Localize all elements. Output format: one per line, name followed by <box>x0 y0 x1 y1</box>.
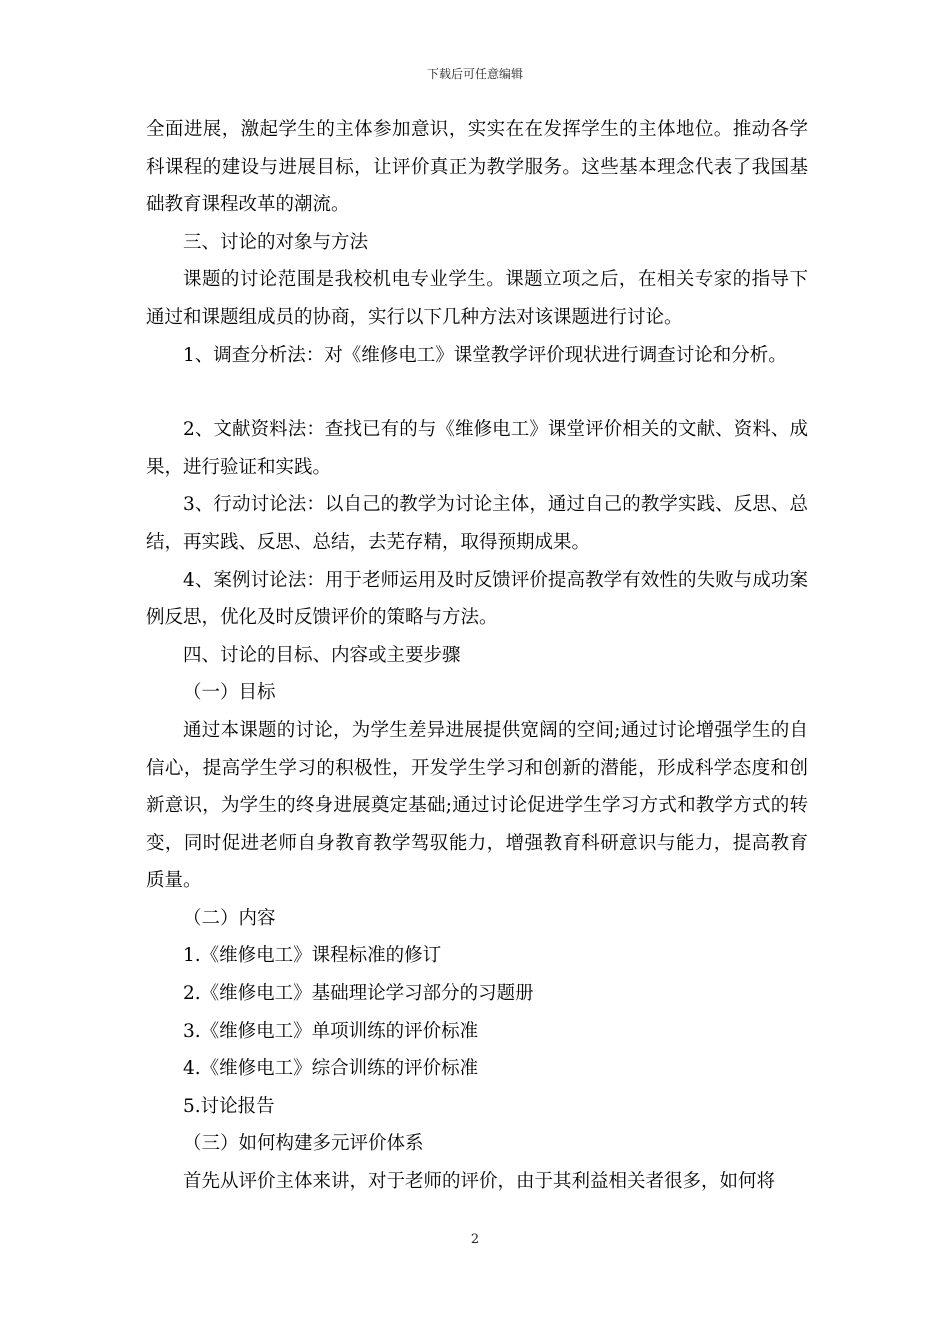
section-heading-3: 三、讨论的对象与方法 <box>183 231 369 253</box>
content-item-4: 4.《维修电工》综合训练的评价标准 <box>183 1058 479 1080</box>
method-item-2: 2、文献资料法：查找已有的与《维修电工》课堂评价相关的文献、资料、成果，进行验证和实践。 <box>146 419 808 478</box>
section-heading-4: 四、讨论的目标、内容或主要步骤 <box>183 644 461 666</box>
method-item-1: 1、调查分析法：对《维修电工》课堂教学评价现状进行调查讨论和分析。 <box>183 344 787 366</box>
method-item-4: 4、案例讨论法：用于老师运用及时反馈评价提高教学有效性的失败与成功案例反思，优化及时反馈评价的策略与方法。 <box>146 569 808 629</box>
paragraph-evaluation: 首先从评价主体来讲，对于老师的评价，由于其利益相关者很多，如何将 <box>183 1171 776 1193</box>
content-item-1: 1.《维修电工》课程标准的修订 <box>183 945 442 967</box>
subheading-content: （二）内容 <box>183 907 276 929</box>
content-item-3: 3.《维修电工》单项训练的评价标准 <box>183 1020 479 1042</box>
paragraph-intro-continued: 全面进展，激起学生的主体参加意识，实实在在发挥学生的主体地位。推动各学科课程的建设与进展目标，让评价真正为教学服务。这些基本理念代表了我国基础教育课程改革的潮流。 <box>146 119 808 216</box>
paragraph-goal: 通过本课题的讨论，为学生差异进展提供宽阔的空间;通过讨论增强学生的自信心，提高学生学习的积极性，开发学生学习和创新的潜能，形成科学态度和创新意识，为学生的终身进展奠定基础;通过讨论促进学生学习方式和教学方式的转变，同时促进老师自身教育教学驾驭能力，增强教育科研意识与能力，提高教育质量。 <box>146 719 808 892</box>
method-item-3: 3、行动讨论法：以自己的教学为讨论主体，通过自己的教学实践、反思、总结，再实践、反思、总结，去芜存精，取得预期成果。 <box>146 494 808 553</box>
blank-line <box>146 374 808 411</box>
subheading-goal: （一）目标 <box>183 682 276 704</box>
document-body <box>146 111 808 1201</box>
page-header: 下载后可任意编辑 <box>426 67 523 81</box>
paragraph-scope: 课题的讨论范围是我校机电专业学生。课题立项之后，在相关专家的指导下通过和课题组成员的协商，实行以下几种方法对该课题进行讨论。 <box>146 269 808 328</box>
page-number: 2 <box>470 1232 480 1247</box>
content-item-5: 5.讨论报告 <box>183 1095 275 1117</box>
content-item-2: 2.《维修电工》基础理论学习部分的习题册 <box>183 983 534 1005</box>
subheading-evaluation-system: （三）如何构建多元评价体系 <box>183 1133 424 1155</box>
